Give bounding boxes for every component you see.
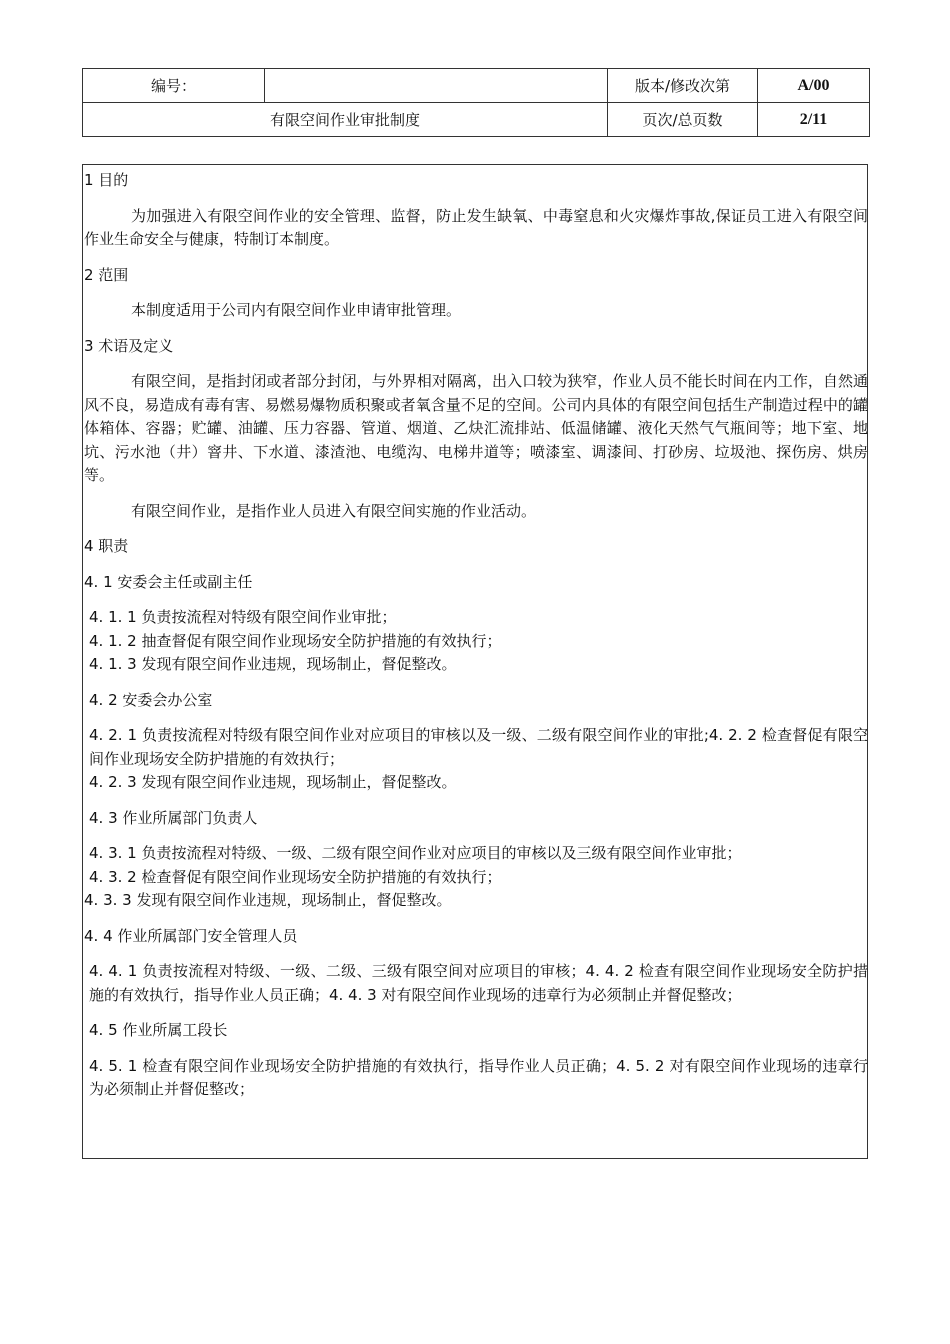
version-value: A/00 (758, 69, 870, 103)
document-header-table (82, 68, 870, 137)
section-4-1-2: 4. 1. 2 抽查督促有限空间作业现场安全防护措施的有效执行； (89, 631, 502, 650)
section-4-1-1: 4. 1. 1 负责按流程对特级有限空间作业审批； (89, 608, 397, 626)
section-1-title: 1 目的 (84, 171, 129, 189)
section-4-3-2: 4. 3. 2 检查督促有限空间作业现场安全防护措施的有效执行； (89, 867, 502, 886)
document-title: 有限空间作业审批制度 (83, 103, 608, 137)
header-row-1 (83, 69, 870, 103)
section-4-4-1: 4. 4. 1 负责按流程对特级、一级、二级、三级有限空间对应项目的审核；4. 4. 2 检查有限空间作业现场安全防护措施的有效执行，指导作业人员正确；4. 4. 3 对有限空间作业现场的违章行为必须制止并督促整改； (89, 962, 868, 1004)
header-row-2 (83, 103, 870, 137)
section-1-text: 为加强进入有限空间作业的安全管理、监督，防止发生缺氧、中毒窒息和火灾爆炸事故,保证员工进入有限空间作业生命安全与健康，特制订本制度。 (84, 206, 868, 248)
section-4-5-1: 4. 5. 1 检查有限空间作业现场安全防护措施的有效执行，指导作业人员正确；4. 5. 2 对有限空间作业现场的违章行为必须制止并督促整改； (89, 1056, 868, 1098)
section-4-title: 4 职责 (84, 537, 129, 555)
section-3-text-2: 有限空间作业，是指作业人员进入有限空间实施的作业活动。 (131, 501, 537, 520)
section-4-2-1: 4. 2. 1 负责按流程对特级有限空间作业对应项目的审核以及一级、二级有限空间作业的审批;4. 2. 2 检查督促有限空间作业现场安全防护措施的有效执行； (89, 726, 868, 768)
version-label: 版本/修改次第 (608, 69, 758, 103)
page-label: 页次/总页数 (608, 103, 758, 137)
number-label: 编号： (83, 69, 265, 103)
section-4-5-title: 4. 5 作业所属工段长 (89, 1021, 228, 1039)
section-4-3-title: 4. 3 作业所属部门负责人 (89, 808, 258, 827)
section-4-1-3: 4. 1. 3 发现有限空间作业违规，现场制止，督促整改。 (89, 655, 457, 673)
number-value (265, 69, 608, 103)
section-4-3-3: 4. 3. 3 发现有限空间作业违规，现场制止，督促整改。 (84, 891, 452, 909)
section-2-title: 2 范围 (84, 265, 129, 284)
section-4-2-3: 4. 2. 3 发现有限空间作业违规，现场制止，督促整改。 (89, 773, 457, 791)
section-4-2-title: 4. 2 安委会办公室 (89, 690, 213, 709)
section-4-1-title: 4. 1 安委会主任或副主任 (84, 572, 253, 591)
section-4-3-1: 4. 3. 1 负责按流程对特级、一级、二级有限空间作业对应项目的审核以及三级有限空间作业审批； (89, 844, 742, 862)
document-content (83, 169, 869, 1102)
document-body (82, 164, 868, 1159)
section-4-4-title: 4. 4 作业所属部门安全管理人员 (84, 926, 298, 945)
section-2-text: 本制度适用于公司内有限空间作业申请审批管理。 (131, 301, 462, 319)
section-3-title: 3 术语及定义 (84, 336, 174, 355)
section-3-text-1: 有限空间，是指封闭或者部分封闭，与外界相对隔离，出入口较为狭窄，作业人员不能长时间在内工作，自然通风不良，易造成有毒有害、易燃易爆物质积聚或者氧含量不足的空间。公司内具体的有限空间包括生产制造过程中的罐体箱体、容器；贮罐、油罐、压力容器、管道、烟道、乙炔汇流排站、低温储罐、液化天然气气瓶间等；地下室、地坑、污水池（井）窨井、下水道、漆渣池、电缆沟、电梯井道等；喷漆室、调漆间、打砂房、垃圾池、探伤房、烘房等。 (84, 372, 868, 484)
page-value: 2/11 (758, 103, 870, 137)
